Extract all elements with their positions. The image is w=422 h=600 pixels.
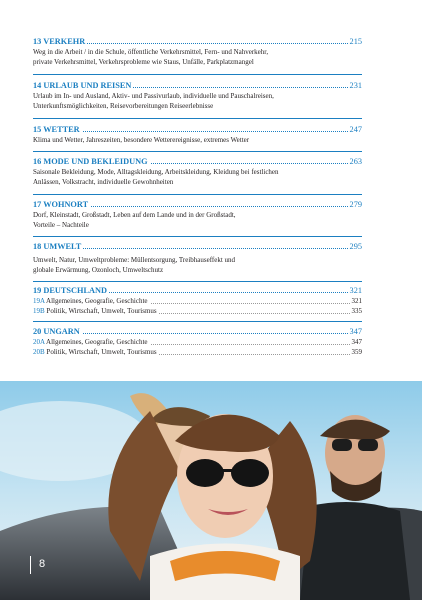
entry-title: 17 WOHNORT [33, 200, 89, 209]
divider [33, 281, 362, 282]
toc-entry-verkehr [33, 36, 362, 67]
entry-description: Dorf, Kleinstadt, Großstadt, Leben auf dem Lande und in der Großstadt, Vorteile – Nachteile [33, 211, 236, 229]
divider [33, 151, 362, 152]
entry-page: 279 [349, 200, 362, 209]
convertible-selfie-illustration [0, 381, 422, 600]
entry-page: 247 [349, 125, 362, 134]
toc-subentry: 20B Politik, Wirtschaft, Umwelt, Tourismus 359 [33, 348, 362, 356]
entry-title: 15 WETTER [33, 125, 80, 134]
toc-subentry: 19B Politik, Wirtschaft, Umwelt, Tourismus 335 [33, 307, 362, 315]
road-trip-photo [0, 381, 422, 600]
divider [33, 118, 362, 119]
entry-page: 231 [349, 81, 362, 90]
entry-title: 19 DEUTSCHLAND [33, 286, 107, 295]
entry-description: Urlaub im In- und Ausland, Aktiv- und Passivurlaub, individuelle und Pauschalreisen, Unterkunftsmöglichkeiten, Reisevorbereitungen Reiseerlebnisse [33, 92, 274, 110]
entry-description: Umwelt, Natur, Umweltprobleme: Müllentsorgung, Treibhauseffekt und globale Erwärmung, Ozonloch, Umweltschutz [33, 256, 236, 274]
toc-entry-mode [33, 156, 362, 187]
entry-description: Weg in die Arbeit / in die Schule, öffentliche Verkehrsmittel, Fern- und Nahverkehr, private Verkehrsmittel, Verkehrsprobleme wie Staus, Unfälle, Parkplatzmangel [33, 48, 269, 66]
entry-title: 20 UNGARN [33, 327, 80, 336]
page-number: 8 [39, 558, 46, 570]
dot-leader [33, 131, 362, 132]
entry-page: 263 [349, 157, 362, 166]
entry-page: 321 [349, 286, 362, 295]
entry-page: 215 [349, 37, 362, 46]
divider [33, 236, 362, 237]
divider [33, 321, 362, 322]
entry-description: Klima und Wetter, Jahreszeiten, besondere Wetterereignisse, extremes Wetter [33, 136, 250, 144]
toc-entry-wetter [33, 124, 362, 145]
toc-entry-deutschland [33, 285, 362, 316]
entry-description: Saisonale Bekleidung, Mode, Alltagskleidung, Arbeitskleidung, Kleidung bei festlichen Anlässen, Volkstracht, individuelle Gewohnheiten [33, 168, 279, 186]
toc-entry-umwelt [33, 241, 362, 275]
entry-title: 14 URLAUB UND REISEN [33, 81, 132, 90]
divider [33, 74, 362, 75]
dot-leader [33, 333, 362, 334]
toc-entry-urlaub [33, 80, 362, 111]
entry-title: 18 UMWELT [33, 242, 82, 251]
toc-subentry: 19A Allgemeines, Geografie, Geschichte 321 [33, 297, 362, 305]
toc-entry-wohnort [33, 199, 362, 230]
page-number-bar [30, 556, 31, 574]
toc-subentry: 20A Allgemeines, Geografie, Geschichte 347 [33, 338, 362, 346]
entry-title: 13 VERKEHR [33, 37, 86, 46]
toc-entry-ungarn [33, 326, 362, 357]
entry-page: 295 [349, 242, 362, 251]
divider [33, 194, 362, 195]
entry-page: 347 [349, 327, 362, 336]
entry-title: 16 MODE UND BEKLEIDUNG [33, 157, 148, 166]
